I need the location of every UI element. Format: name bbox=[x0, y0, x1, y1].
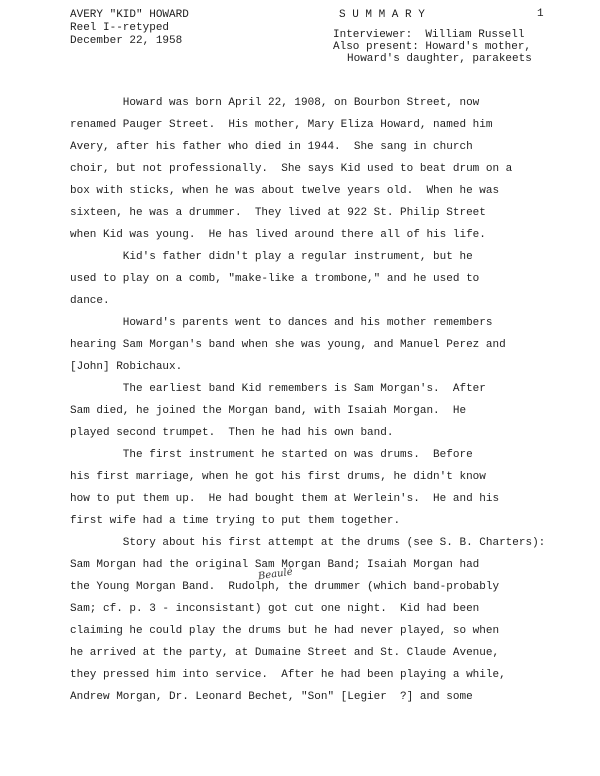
body-line: The earliest band Kid remembers is Sam Morgan's. After bbox=[70, 383, 486, 395]
reel-label: Reel I--retyped bbox=[70, 22, 170, 34]
body-line: hearing Sam Morgan's band when she was young, and Manuel Perez and bbox=[70, 339, 506, 351]
body-line: Sam died, he joined the Morgan band, with Isaiah Morgan. He bbox=[70, 405, 467, 417]
body-line: the Young Morgan Band. Rudolph, the drummer (which band-probably bbox=[70, 581, 500, 593]
body-line: Sam; cf. p. 3 - inconsistant) got cut one night. Kid had been bbox=[70, 603, 480, 615]
body-line: used to play on a comb, "make-like a trombone," and he used to bbox=[70, 273, 480, 285]
body-line: when Kid was young. He has lived around there all of his life. bbox=[70, 229, 486, 241]
body-line: his first marriage, when he got his first drums, he didn't know bbox=[70, 471, 486, 483]
body-line: renamed Pauger Street. His mother, Mary Eliza Howard, named him bbox=[70, 119, 493, 131]
also-present-line-1: Also present: Howard's mother, bbox=[333, 41, 532, 53]
body-line: played second trumpet. Then he had his own band. bbox=[70, 427, 394, 439]
body-line: how to put them up. He had bought them at Werlein's. He and his bbox=[70, 493, 500, 505]
body-line: he arrived at the party, at Dumaine Street and St. Claude Avenue, bbox=[70, 647, 500, 659]
body-line: Howard was born April 22, 1908, on Bourbon Street, now bbox=[70, 97, 480, 109]
body-line: sixteen, he was a drummer. They lived at 922 St. Philip Street bbox=[70, 207, 486, 219]
body-line: Kid's father didn't play a regular instrument, but he bbox=[70, 251, 473, 263]
body-line: Andrew Morgan, Dr. Leonard Bechet, "Son" [Legier ?] and some bbox=[70, 691, 473, 703]
handwritten-margin-note: Beaulé bbox=[257, 566, 294, 583]
body-line: [John] Robichaux. bbox=[70, 361, 183, 373]
body-line: Sam Morgan had the original Sam Morgan Band; Isaiah Morgan had bbox=[70, 559, 480, 571]
body-line: Howard's parents went to dances and his mother remembers bbox=[70, 317, 493, 329]
body-line: they pressed him into service. After he had been playing a while, bbox=[70, 669, 506, 681]
body-line: dance. bbox=[70, 295, 110, 307]
body-line: choir, but not professionally. She says Kid used to beat drum on a bbox=[70, 163, 513, 175]
interviewee-name: AVERY "KID" HOWARD bbox=[70, 9, 189, 21]
body-line: Story about his first attempt at the drums (see S. B. Charters): bbox=[70, 537, 546, 549]
body-line: first wife had a time trying to put them together. bbox=[70, 515, 401, 527]
summary-title: S U M M A R Y bbox=[339, 9, 425, 21]
interviewer-line: Interviewer: William Russell bbox=[333, 29, 525, 41]
body-line: Avery, after his father who died in 1944. She sang in church bbox=[70, 141, 473, 153]
body-line: claiming he could play the drums but he had never played, so when bbox=[70, 625, 500, 637]
interview-date: December 22, 1958 bbox=[70, 35, 183, 47]
body-line: The first instrument he started on was drums. Before bbox=[70, 449, 473, 461]
also-present-line-2: Howard's daughter, parakeets bbox=[347, 53, 532, 65]
body-line: box with sticks, when he was about twelve years old. When he was bbox=[70, 185, 500, 197]
page-number: 1 bbox=[537, 8, 544, 20]
